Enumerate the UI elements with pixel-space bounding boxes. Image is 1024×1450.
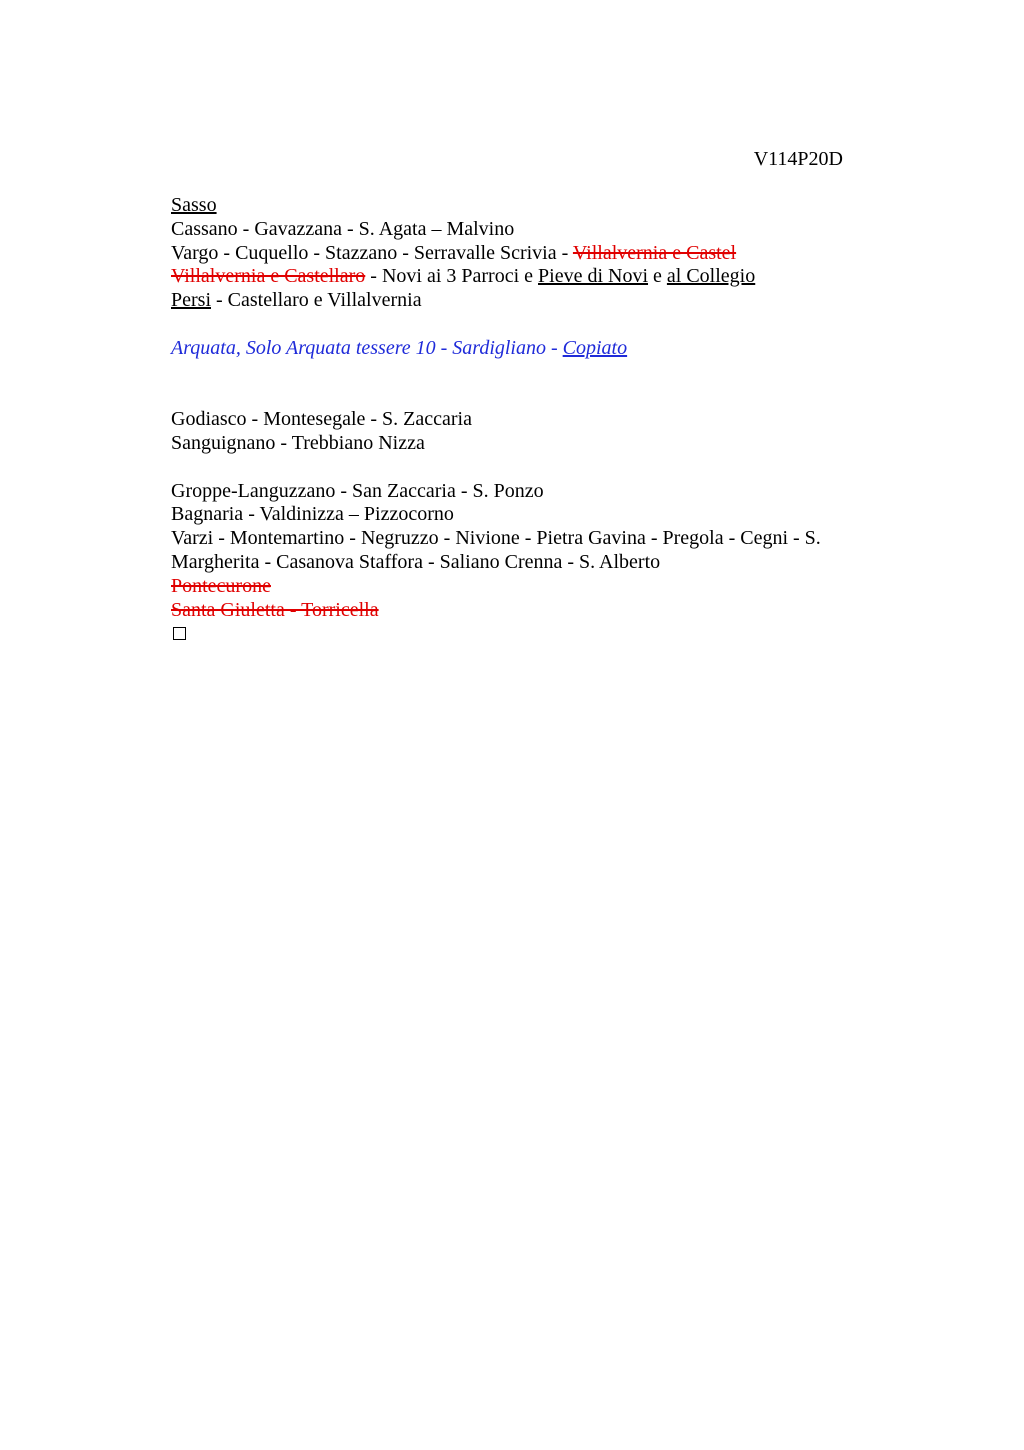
spacer [171,313,851,337]
persi-underlined: Persi [171,289,211,312]
copiato-underlined: Copiato [562,336,628,359]
deleted-santa-giuletta: Santa Giuletta - Torricella [171,598,379,621]
line-margherita: Margherita - Casanova Staffora - Saliano Crenna - S. Alberto [171,550,661,573]
line-groppe: Groppe-Languzzano - San Zaccaria - S. Ponzo [171,479,544,502]
checkbox-icon [173,627,186,640]
sasso-underlined: Sasso [171,194,217,216]
novi-text-a: - Novi ai 3 Parroci e [365,265,539,288]
deleted-villalvernia-castellaro: Villalvernia e Castellaro [171,265,366,288]
line-checkbox [171,622,851,647]
line-novi [171,265,851,289]
spacer [171,456,851,480]
al-collegio-underlined: al Collegio [666,265,756,288]
novi-text-b: e [648,265,667,288]
line-vargo [171,242,851,266]
arquata-text: Arquata, Solo Arquata tessere 10 - Sardigliano - [171,336,563,359]
line-sasso [171,194,851,218]
line-sanguignano: Sanguignano - Trebbiano Nizza [171,431,425,454]
line-persi [171,289,851,313]
line-arquata-note [171,337,851,361]
deleted-villalvernia-castel: Villalvernia e Castel [572,241,737,264]
deleted-pontecurone: Pontecurone [171,574,271,597]
document-body [171,194,851,647]
persi-text: - Castellaro e Villalvernia [211,289,422,312]
document-id: V114P20D [753,148,843,170]
line-varzi: Varzi - Montemartino - Negruzzo - Nivione - Pietra Gavina - Pregola - Cegni - S. [171,527,821,550]
pieve-di-novi-underlined: Pieve di Novi [538,265,649,288]
spacer [171,361,851,409]
line-bagnaria: Bagnaria - Valdinizza – Pizzocorno [171,503,454,526]
line-godiasco: Godiasco - Montesegale - S. Zaccaria [171,408,472,431]
vargo-text: Vargo - Cuquello - Stazzano - Serravalle Scrivia - [171,241,573,264]
line-cassano: Cassano - Gavazzana - S. Agata – Malvino [171,217,515,240]
